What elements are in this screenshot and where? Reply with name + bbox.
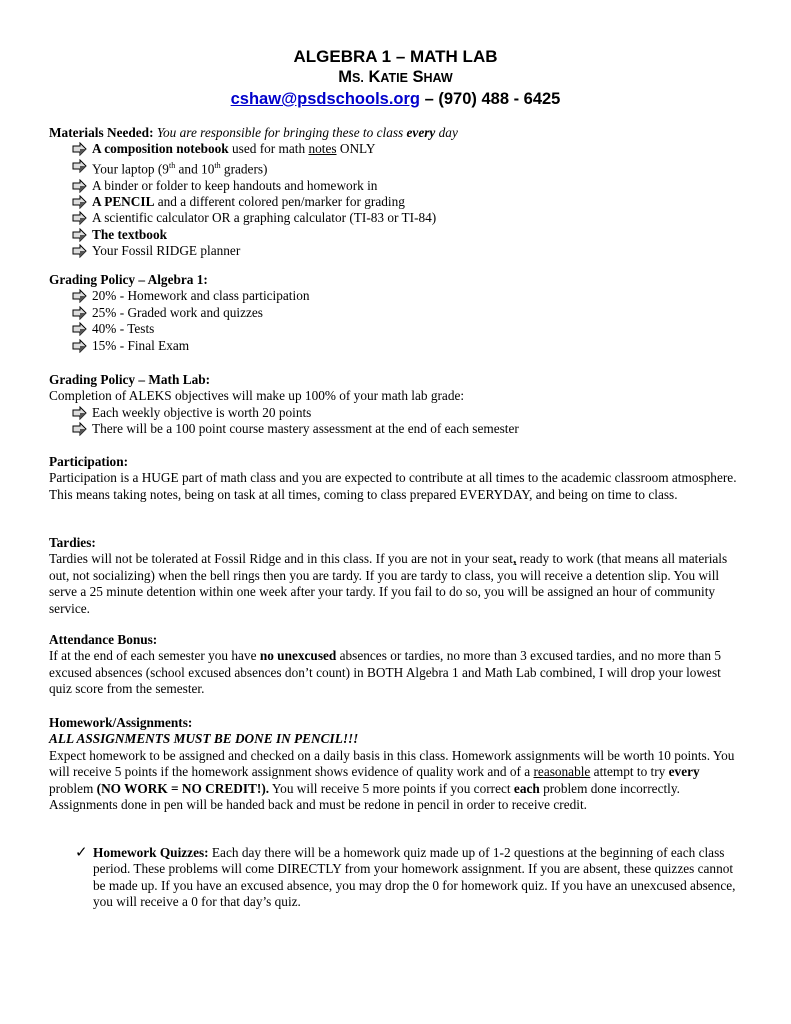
section-heading: Grading Policy – Algebra 1: xyxy=(49,272,208,287)
arrow-bullet-icon xyxy=(72,244,87,258)
tardies-body: Tardies will not be tolerated at Fossil Ridge and in this class. If you are not in your seat, ready to work (that means all materials out, not socializing) when the bell rings then you are tardy. If you are tardy to class, you will receive a detention slip. You will serve a 25 minute detention within one week after your tardy. If you fail to do so, you will be assigned an hour of community service. xyxy=(49,551,728,616)
tardies-section xyxy=(49,535,741,617)
list-item: Your laptop (9th and 10th graders) xyxy=(72,158,741,178)
grading-algebra-list xyxy=(49,288,741,354)
arrow-bullet-icon xyxy=(72,159,87,173)
list-item: 40% - Tests xyxy=(72,321,741,337)
teacher-name: MS. KATIE SHAW xyxy=(338,68,453,86)
arrow-bullet-icon xyxy=(72,339,87,353)
homework-quizzes-body: Homework Quizzes: Each day there will be a homework quiz made up of 1-2 questions at the beginning of each class period. These problems will come DIRECTLY from your homework assignment. If you are absent, these quizzes cannot be made up. If you have an excused absence, you may drop the 0 for homework quiz. If you have an unexcused absence, you will receive a 0 for that day’s quiz. xyxy=(93,845,736,910)
homework-body: Expect homework to be assigned and checked on a daily basis in this class. Homework assignments will be worth 10 points. You will receive 5 points if the homework assignment shows evidence of quality work and of a reasonable attempt to try every problem (NO WORK = NO CREDIT!). You will receive 5 more points if you correct each problem done incorrectly. Assignments done in pen will be handed back and must be redone in pencil in order to receive credit. xyxy=(49,747,735,813)
grading-lab-section xyxy=(49,372,741,438)
arrow-bullet-icon xyxy=(72,142,87,156)
arrow-bullet-icon xyxy=(72,179,87,193)
document-header xyxy=(0,0,791,110)
arrow-bullet-icon xyxy=(72,422,87,436)
grading-lab-list xyxy=(49,405,741,438)
participation-body: Participation is a HUGE part of math class and you are expected to contribute at all times to the academic classroom atmosphere. This means taking notes, being on task at all times, coming to class prepared EVERYDAY, and being on time to class. xyxy=(49,470,737,502)
course-title: ALGEBRA 1 – MATH LAB xyxy=(293,47,498,66)
phone-number: – (970) 488 - 6425 xyxy=(420,90,561,108)
homework-notice: ALL ASSIGNMENTS MUST BE DONE IN PENCIL!!! xyxy=(49,731,359,747)
list-item: A PENCIL and a different colored pen/marker for grading xyxy=(72,194,741,210)
list-item: The textbook xyxy=(72,227,741,243)
section-heading: Attendance Bonus: xyxy=(49,632,158,647)
list-item: Each weekly objective is worth 20 points xyxy=(72,405,741,421)
list-item: 20% - Homework and class participation xyxy=(72,288,741,304)
arrow-bullet-icon xyxy=(72,289,87,303)
list-item: 25% - Graded work and quizzes xyxy=(72,305,741,321)
materials-section xyxy=(49,125,741,260)
email-link[interactable]: cshaw@psdschools.org xyxy=(230,90,421,108)
attendance-body: If at the end of each semester you have no unexcused absences or tardies, no more than 3 excused tardies, and no more than 5 excused absences (school excused absences don’t count) in BOTH Algebra 1 and Math Lab combined, I will drop your lowest quiz score from the semester. xyxy=(49,648,722,697)
list-item: There will be a 100 point course mastery assessment at the end of each semester xyxy=(72,421,741,437)
homework-section xyxy=(49,715,741,813)
arrow-bullet-icon xyxy=(72,228,87,242)
section-heading: Homework/Assignments: xyxy=(49,715,193,730)
attendance-section xyxy=(49,632,741,698)
grading-algebra-section xyxy=(49,272,741,354)
homework-quizzes-item xyxy=(75,845,738,911)
list-item: A binder or folder to keep handouts and homework in xyxy=(72,178,741,194)
list-item: A scientific calculator OR a graphing calculator (TI-83 or TI-84) xyxy=(72,210,741,226)
arrow-bullet-icon xyxy=(72,211,87,225)
contact-line xyxy=(0,88,791,110)
arrow-bullet-icon xyxy=(72,406,87,420)
list-item: A composition notebook used for math notes ONLY xyxy=(72,141,741,157)
list-item: Your Fossil RIDGE planner xyxy=(72,243,741,259)
arrow-bullet-icon xyxy=(72,195,87,209)
materials-list xyxy=(49,141,741,259)
checkmark-icon: ✓ xyxy=(75,845,88,861)
section-heading: Participation: xyxy=(49,454,129,469)
arrow-bullet-icon xyxy=(72,306,87,320)
section-heading: Tardies: xyxy=(49,535,96,550)
materials-intro: Materials Needed: You are responsible for bringing these to class every day xyxy=(49,125,458,140)
list-item: 15% - Final Exam xyxy=(72,338,741,354)
section-heading: Grading Policy – Math Lab: xyxy=(49,372,211,387)
participation-section xyxy=(49,454,741,503)
arrow-bullet-icon xyxy=(72,322,87,336)
grading-lab-intro: Completion of ALEKS objectives will make up 100% of your math lab grade: xyxy=(49,388,465,404)
